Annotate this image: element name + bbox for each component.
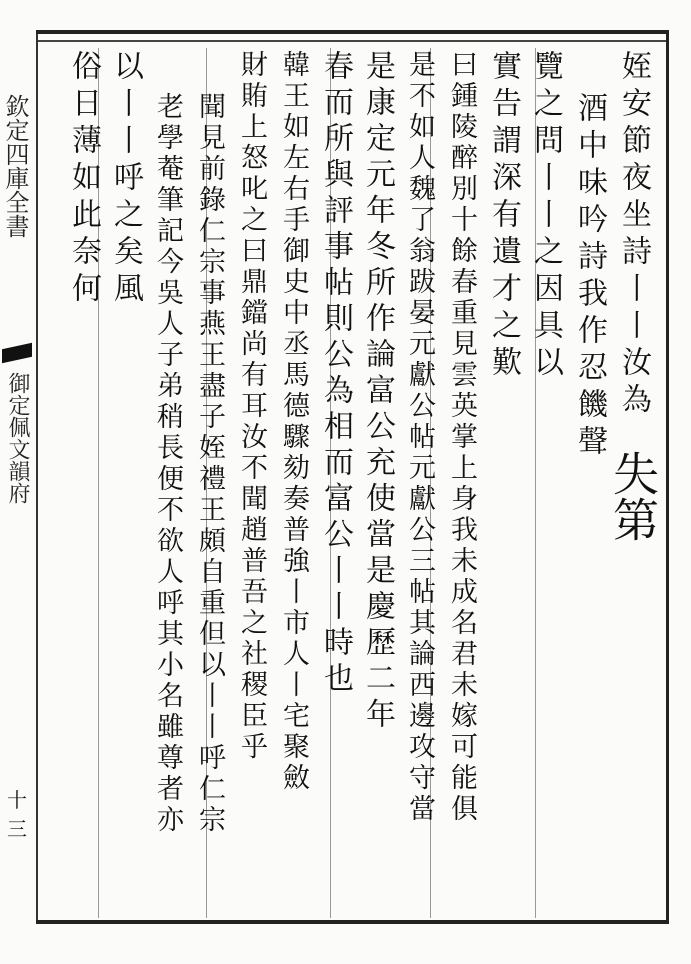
text-column-5 [440, 50, 482, 825]
left-border [36, 34, 38, 920]
column-text: 以丨丨呼之矣風 [108, 50, 143, 309]
column-text: 曰鍾陵醉別十餘春重見雲英掌上身我未成名君未嫁可能俱 [446, 50, 477, 825]
headword-shi-di: 失第 [606, 450, 660, 542]
bottom-border [36, 920, 669, 924]
column-text: 財賄上怒叱之曰鼎鐺尚有耳汝不聞趙普吾之社稷臣乎 [236, 50, 267, 763]
text-column-14 [62, 50, 104, 309]
text-column-9 [272, 50, 314, 794]
top-border [36, 30, 669, 34]
text-column-8 [314, 50, 356, 698]
column-text: 姪安節夜坐詩丨丨汝為 [616, 50, 651, 420]
column-text: 酒中味吟詩我作忍饑聲 [572, 92, 607, 462]
headword-block-shi-di [606, 448, 660, 544]
book-title: 欽定四庫全書 [1, 94, 29, 238]
page-number: 十三 [7, 788, 27, 841]
text-column-13 [104, 50, 146, 309]
top-border-inner [36, 40, 669, 42]
text-column-2 [568, 92, 610, 462]
column-text: 韓王如左右手御史中丞馬德驟劾奏普強丨市人丨宅聚斂 [278, 50, 309, 794]
column-text: 覽之問丨丨之因具以 [528, 50, 563, 383]
text-column-10 [230, 50, 272, 763]
text-column-4 [482, 50, 524, 383]
text-column-7 [356, 50, 398, 734]
column-text: 是不如人魏了翁跋晏元獻公帖元獻公三帖其論西邊攻守當 [404, 50, 435, 825]
text-column-12 [146, 92, 188, 836]
column-text: 老學菴筆記今吳人子弟稍長便不欲人呼其小名雖尊者亦 [152, 92, 183, 836]
fish-tail-mark [2, 343, 32, 363]
column-text: 實告謂深有遺才之歎 [486, 50, 521, 383]
column-text: 俗日薄如此奈何 [66, 50, 101, 309]
page-margin [0, 46, 34, 926]
book-subtitle: 御定佩文韻府 [5, 372, 30, 504]
column-text: 聞見前錄仁宗事燕王盡子姪禮王頗自重但以丨丨呼仁宗 [194, 92, 225, 836]
text-column-11 [188, 92, 230, 836]
text-column-3 [524, 50, 566, 383]
column-text: 春而所與評事帖則公為相而富公丨丨時也 [318, 50, 353, 698]
text-column-6 [398, 50, 440, 825]
right-border [666, 34, 669, 920]
column-text: 是康定元年冬所作論富公充使當是慶歷二年 [360, 50, 395, 734]
text-column-1 [612, 50, 654, 420]
